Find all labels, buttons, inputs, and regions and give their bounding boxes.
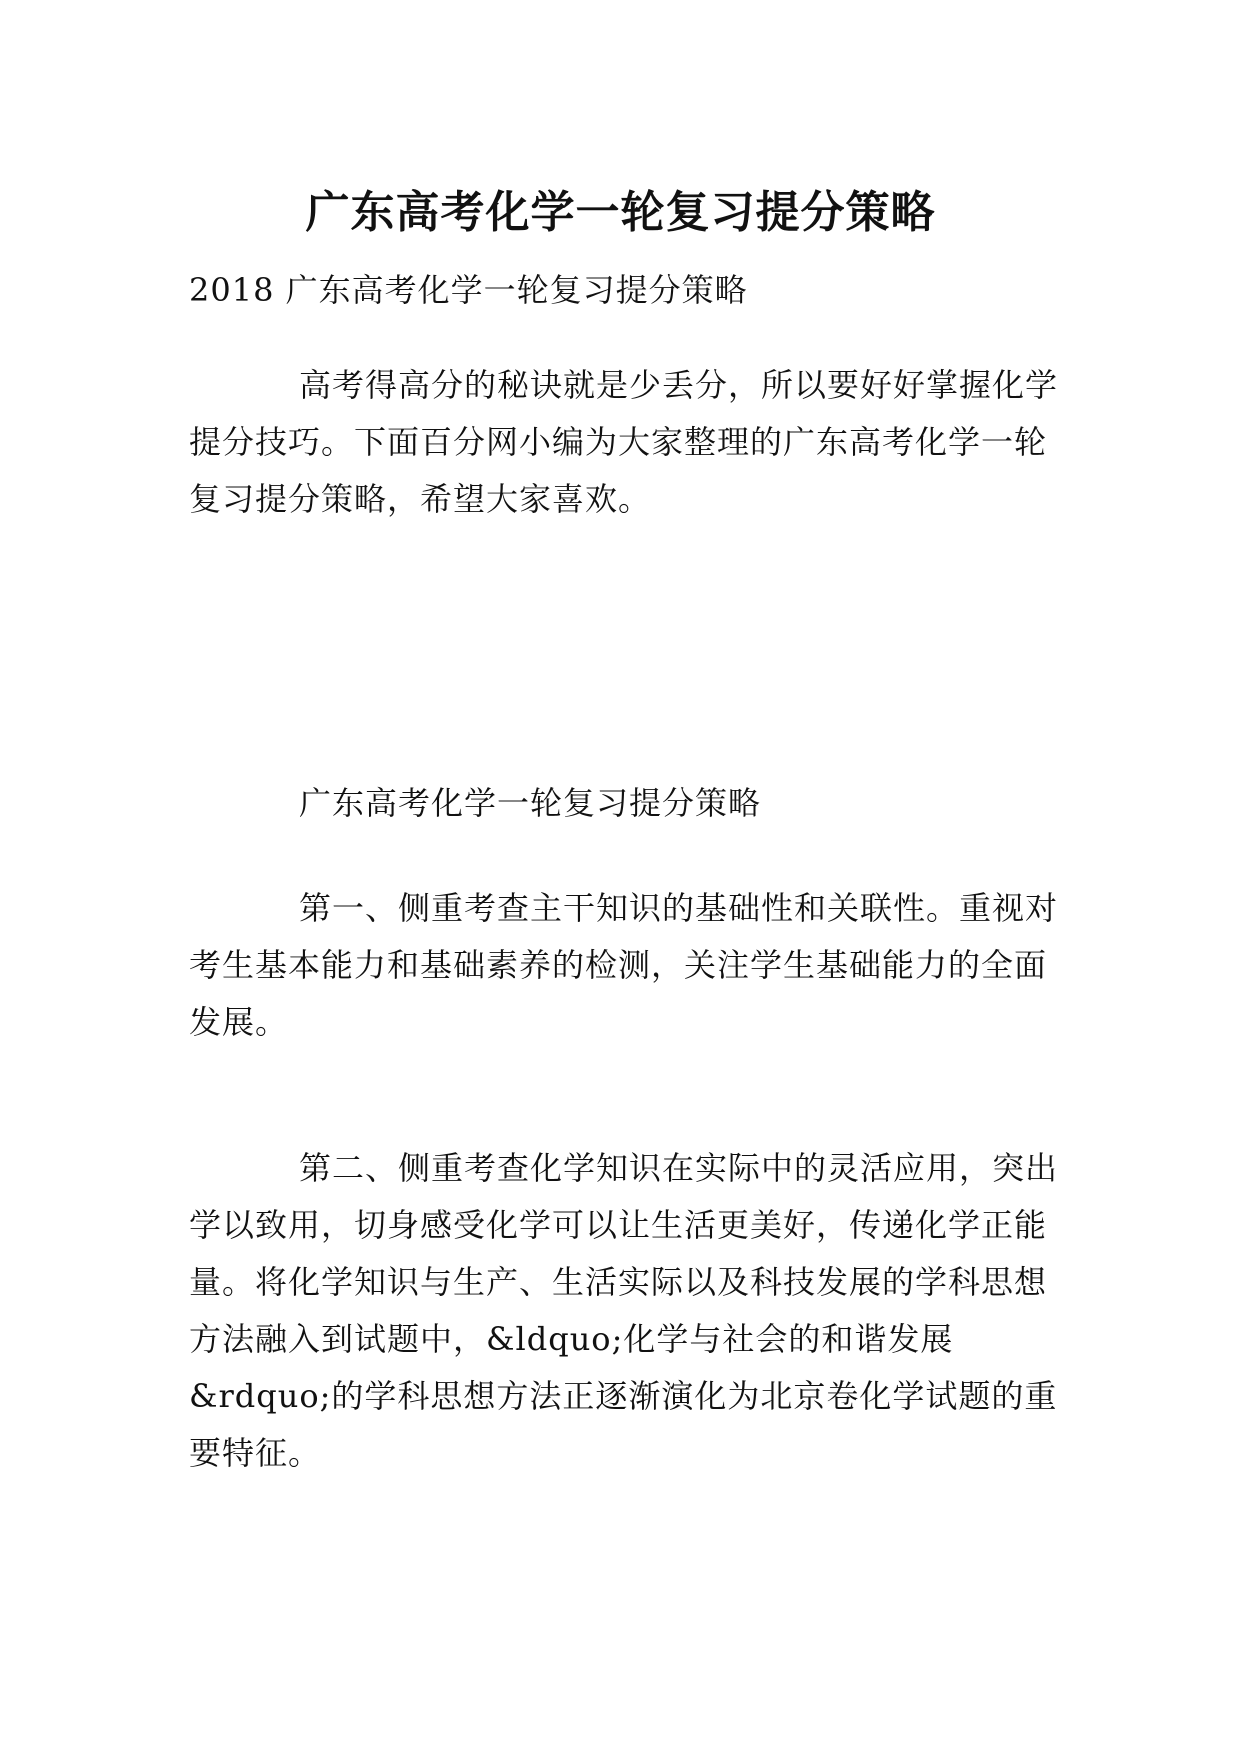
document-title: 广东高考化学一轮复习提分策略 <box>305 187 936 239</box>
paragraph-second-point: 第二、侧重考查化学知识在实际中的灵活应用，突出学以致用，切身感受化学可以让生活更美好，传递化学正能量。将化学知识与生产、生活实际以及科技发展的学科思想方法融入到试题中，&ldquo;化学与社会的和谐发展&rdquo;的学科思想方法正逐渐演化为北京卷化学试题的重要特征。 <box>189 1149 1059 1472</box>
section-heading: 广东高考化学一轮复习提分策略 <box>299 784 762 822</box>
heading-line: 2018 广东高考化学一轮复习提分策略 <box>189 271 748 309</box>
intro-paragraph: 高考得高分的秘诀就是少丢分，所以要好好掌握化学提分技巧。下面百分网小编为大家整理的广东高考化学一轮复习提分策略，希望大家喜欢。 <box>189 366 1059 518</box>
paragraph-first-point: 第一、侧重考查主干知识的基础性和关联性。重视对考生基本能力和基础素养的检测，关注学生基础能力的全面发展。 <box>189 889 1059 1041</box>
